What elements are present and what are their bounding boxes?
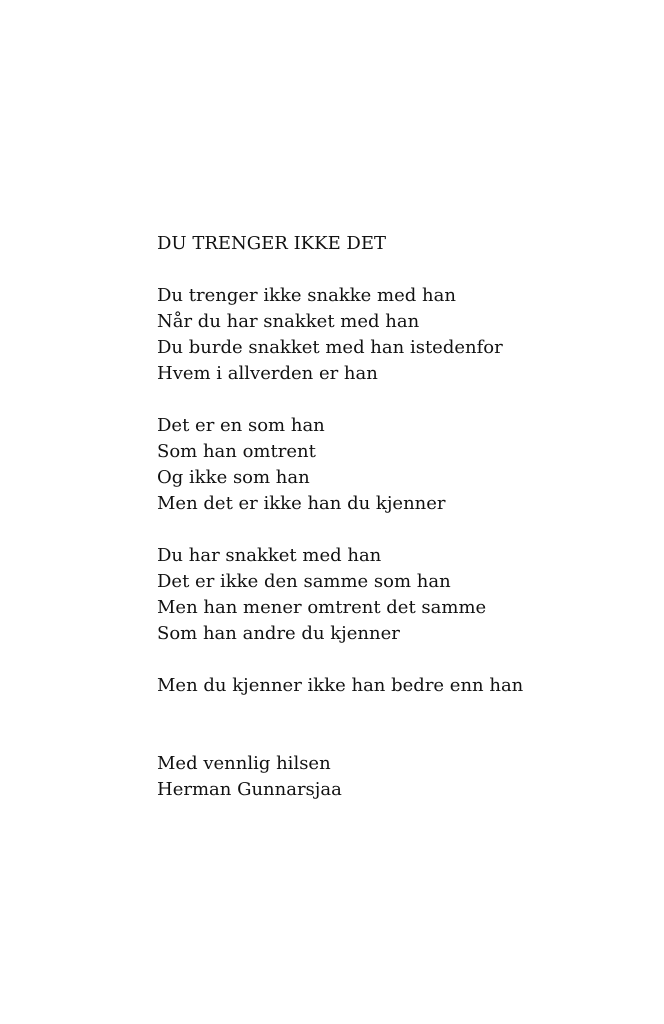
spacer — [157, 517, 637, 543]
poem-line: Du har snakket med han — [157, 545, 382, 566]
stanza-2 — [157, 413, 637, 517]
poem-line: Men han mener omtrent det samme — [157, 597, 487, 618]
poem-line: Som han omtrent — [157, 441, 316, 462]
poem-page — [157, 231, 637, 803]
spacer — [157, 387, 637, 413]
stanza-4 — [157, 673, 637, 699]
poem-line: Du burde snakket med han istedenfor — [157, 337, 503, 358]
poem-line: Og ikke som han — [157, 467, 310, 488]
poem-line: Men du kjenner ikke han bedre enn han — [157, 675, 524, 696]
spacer — [157, 699, 637, 751]
poem-title: DU TRENGER IKKE DET — [157, 233, 387, 254]
poem-line: Som han andre du kjenner — [157, 623, 400, 644]
poem-line: Du trenger ikke snakke med han — [157, 285, 456, 306]
poem-line: Det er en som han — [157, 415, 325, 436]
poem-line: Men det er ikke han du kjenner — [157, 493, 446, 514]
stanza-1 — [157, 283, 637, 387]
poem-line: Hvem i allverden er han — [157, 363, 378, 384]
poem-line: Når du har snakket med han — [157, 311, 420, 332]
signature-closing: Med vennlig hilsen — [157, 753, 331, 774]
spacer — [157, 647, 637, 673]
spacer — [157, 257, 637, 283]
stanza-3 — [157, 543, 637, 647]
signature-name: Herman Gunnarsjaa — [157, 779, 342, 800]
signature — [157, 751, 637, 803]
poem-line: Det er ikke den samme som han — [157, 571, 451, 592]
